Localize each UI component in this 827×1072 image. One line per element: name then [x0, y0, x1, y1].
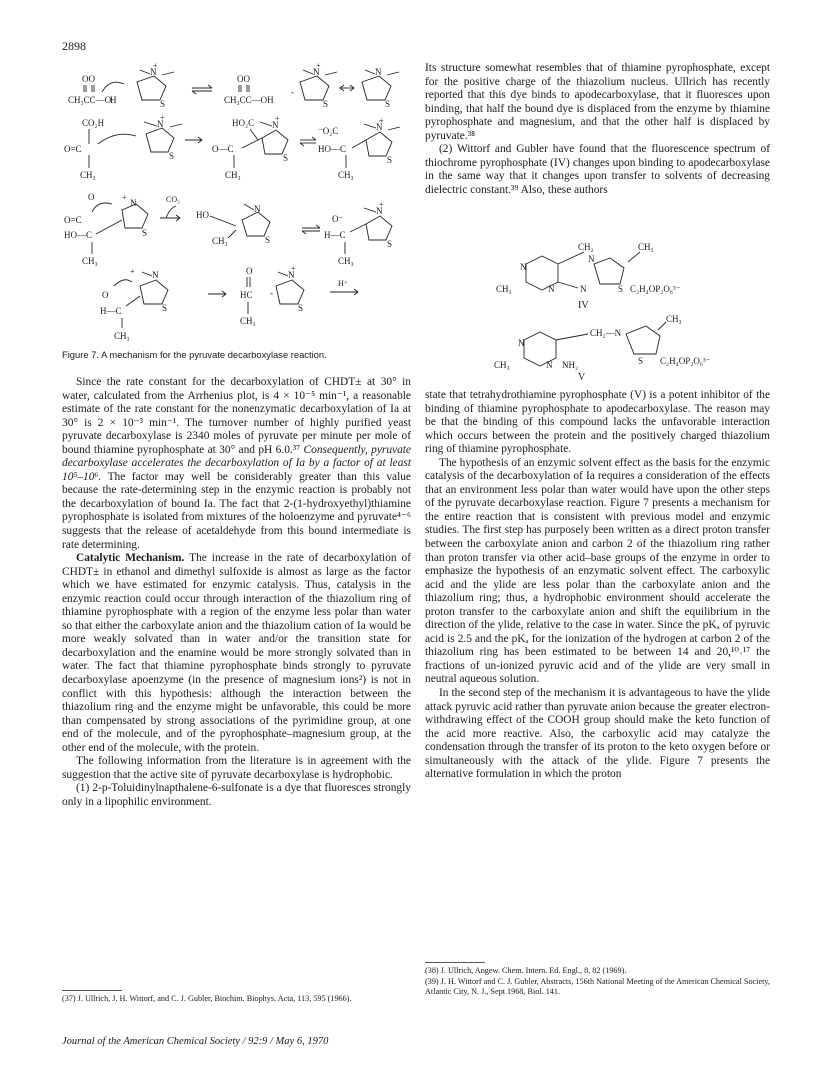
scheme-text: N — [254, 204, 261, 214]
structure-text: NH₂ — [562, 360, 579, 370]
paragraph: The following information from the literature is in agreement with the suggestion that the active site of pyruvate decarboxylase is hydrophobic. — [62, 755, 411, 781]
left-column — [62, 376, 411, 810]
scheme-text: OO — [237, 74, 250, 84]
footnote-rule — [62, 990, 122, 991]
scheme-text: S — [323, 99, 329, 109]
scheme-text: N — [376, 122, 383, 132]
scheme-text: N — [157, 119, 164, 129]
scheme-text: CH₃ — [80, 170, 96, 180]
scheme-text: N — [375, 67, 382, 77]
right-column-bottom — [425, 389, 770, 782]
scheme-text: HO—C — [318, 144, 347, 154]
scheme-text: O⁻ — [332, 214, 344, 224]
structure-label: IV — [578, 300, 589, 311]
scheme-text: S — [385, 99, 391, 109]
page-number: 2898 — [62, 39, 86, 53]
scheme-text: CH₃CC—OH — [224, 95, 274, 105]
scheme-row-4 — [100, 264, 358, 341]
scheme-text: CO₂ — [166, 195, 180, 204]
scheme-text: O — [88, 192, 95, 202]
scheme-text: H—C — [324, 230, 346, 240]
structure-iv — [496, 242, 681, 311]
footnote-rule — [425, 962, 485, 963]
structure-text: S — [638, 356, 644, 366]
paragraph — [62, 552, 411, 755]
structure-v — [494, 314, 711, 380]
scheme-text: + — [379, 200, 384, 209]
structure-text: C₂H₄OP₂O₆³⁻ — [630, 284, 681, 294]
scheme-text: N — [130, 198, 137, 208]
scheme-text: ⁻O₂C — [318, 126, 339, 136]
scheme-text: S — [298, 303, 304, 313]
scheme-text: S — [142, 228, 148, 238]
scheme-row-1 — [68, 61, 399, 109]
scheme-text: O — [246, 266, 253, 276]
scheme-text: S — [162, 303, 168, 313]
scheme-text: HO — [196, 210, 209, 220]
scheme-text: CH₃ — [114, 331, 130, 341]
structure-text: CH₃ — [496, 284, 512, 294]
scheme-text: HC — [240, 290, 253, 300]
scheme-text: N — [288, 270, 295, 280]
scheme-text: H — [110, 95, 117, 105]
structure-text: C₂H₄OP₂O₆³⁻ — [660, 356, 711, 366]
scheme-text: S — [283, 153, 289, 163]
figure-7-scheme — [62, 60, 412, 345]
paragraph: (2) Wittorf and Gubler have found that the fluorescence spectrum of thiochrome pyrophosphate (IV) changes upon binding to apodecarboxylase in the same way that it changes upon transfer to solvents of decreasing dielectric constant.³⁹ Also, these authors — [425, 143, 770, 196]
structure-text: N — [546, 360, 553, 370]
scheme-text: CO₂H — [82, 118, 105, 128]
scheme-text: + — [122, 193, 127, 202]
scheme-text: CH₃CC—O — [68, 95, 112, 105]
structure-text: S — [618, 284, 624, 294]
figure-caption: Figure 7. A mechanism for the pyruvate decarboxylase reaction. — [62, 349, 327, 360]
journal-footer: Journal of the American Chemical Society / 92:9 / May 6, 1970 — [62, 1036, 329, 1047]
structures-iv-v — [470, 240, 770, 380]
scheme-text: N — [313, 67, 320, 77]
structure-text: N — [548, 284, 555, 294]
paragraph-text: Since the rate constant for the decarboxylation of CHDT± at 30° in water, calculated from the Arrhenius plot, is 4 × 10⁻⁵ min⁻¹, a reasonable estimate of the rate constant for the nonenzymatic decarboxylation of Ia at 30° is 2 × 10⁻³ min⁻¹. The turnover number of highly purified yeast pyruvate decarboxylase is 2340 moles of pyruvate per minute per mole of bound thiamine pyrophosphate at 30° and pH 6.0.³⁷ — [62, 376, 411, 456]
right-column-top — [425, 62, 770, 197]
scheme-text: CH₃ — [240, 316, 256, 326]
scheme-text: H⁺ — [338, 279, 348, 288]
structure-text: CH₃ — [494, 360, 510, 370]
scheme-text: + — [160, 113, 165, 122]
scheme-text: CH₃ — [338, 256, 354, 266]
structure-text: CH₃ — [666, 314, 682, 324]
scheme-text: - — [291, 87, 294, 97]
scheme-text: - — [270, 288, 273, 298]
paragraph-text: The increase in the rate of decarboxylation of CHDT± in ethanol and dimethyl sulfoxide is almost as large as the factor which we have estimated for enzymic catalysis. Thus, catalysis in the enzymic reaction could occur through interaction of the thiazolium ring of thiamine pyrophosphate with a region of the enzyme less polar than water so that either the carboxylate anion and the thiazolium cation of Ia would be more weakly solvated than in water and/or the transition state for decarboxylation and the enamine would be more strongly solvated than in water. The fact that thiamine pyrophosphate binds strongly to pyruvate decarboxylase apoenzyme (in the presence of magnesium ions²) is not in conflict with this hypothesis: although the interaction between the thiazolium ring and the enzyme might be unfavorable, this could be more than compensated by strong associations of the pyrimidine group, at one end of the molecule, and of the pyrophosphate–magnesium group, at the other end of the molecule, with the protein. — [62, 552, 411, 754]
scheme-text: + — [130, 267, 135, 276]
scheme-text: CH₃ — [225, 170, 241, 180]
paragraph: In the second step of the mechanism it is advantageous to have the ylide attack pyruvic acid rather than pyruvate anion because the greater electron-withdrawing effect of the COOH group should make the keto function of the acid more reactive. Also, the carboxylic acid may catalyze the condensation through the transfer of its proton to the keto oxygen before or simultaneously with the attack of the ylide. Figure 7 presents the alternative formulation in which the proton — [425, 687, 770, 781]
structure-text: CH₂—N — [590, 328, 622, 338]
section-heading: Catalytic Mechanism. — [76, 552, 185, 565]
scheme-text: O — [102, 290, 109, 300]
paragraph: state that tetrahydrothiamine pyrophosphate (V) is a potent inhibitor of the binding of thiamine pyrophosphate to apodecarboxylase. The reason may be that the binding of this compound lacks the unfavorable interaction which occurs between the protein and the positively charged thiazolium ring of thiamine pyrophosphate. — [425, 389, 770, 456]
scheme-text: N — [150, 67, 157, 77]
scheme-text: CH₃ — [212, 236, 228, 246]
scheme-row-3 — [64, 192, 392, 266]
scheme-text: O=C — [64, 215, 82, 225]
paragraph: (1) 2-p-Toluidinylnapthalene-6-sulfonate is a dye that fluoresces strongly only in a lipophilic environment. — [62, 782, 411, 808]
scheme-text: CH₃ — [82, 256, 98, 266]
scheme-text: O—C — [212, 144, 234, 154]
footnote-38: (38) J. Ullrich, Angew. Chem. Intern. Ed. Engl., 8, 82 (1969). — [425, 966, 627, 975]
scheme-text: S — [387, 239, 393, 249]
scheme-text: + — [291, 264, 296, 273]
scheme-text: S — [160, 99, 166, 109]
scheme-text: N — [152, 270, 159, 280]
scheme-text: OO — [82, 74, 95, 84]
structure-text: CH₂ — [578, 242, 594, 252]
scheme-text: O=C — [64, 144, 82, 154]
scheme-text: H—C — [100, 306, 122, 316]
scheme-text: HO₂C — [232, 118, 255, 128]
scheme-text: HO—C — [64, 230, 93, 240]
footnote-37: (37) J. Ullrich, J. H. Wittorf, and C. J. Gubler, Biochim. Biophys. Acta, 113, 595 (1966). — [62, 994, 352, 1003]
scheme-text: + — [316, 61, 321, 70]
paragraph: The hypothesis of an enzymic solvent effect as the basis for the enzymic catalysis of the decarboxylation of Ia requires a consideration of the effects that an environment less polar than water would have upon the other steps of the pyruvate decarboxylase reaction. Figure 7 presents a mechanism for the entire reaction that is consistent with previous model and enzymic studies. The first step has purposely been written as a direct proton transfer between the carboxylate anion and carbon 2 of the thiazolium ring rather than proton transfer via other acid–base groups of the enzyme in order to emphasize the hypothesis of an enzymatic solvent effect. The carboxylic acid and the ylide are less polar than the carboxylate anion and the thiazolium ring; thus, a hydrophobic environment should accelerate the proton transfer to the carboxylate anion and shift the equilibrium in the direction of the ylide, relative to the case in water. Since the pKₐ of pyruvic acid is 2.5 and the pKₐ for the ionization of the hydrogen at carbon 2 of the thiazolium ring has been estimated to be between 14 and 20,¹⁰˒¹⁷ the fractions of un-ionized pyruvic acid and of the ylide are very small in neutral aqueous solution. — [425, 456, 770, 686]
structure-text: N — [520, 262, 527, 272]
scheme-text: S — [387, 155, 393, 165]
scheme-text: + — [153, 61, 158, 70]
structure-text: N — [588, 254, 595, 264]
paragraph — [62, 376, 411, 552]
scheme-text: + — [275, 114, 280, 123]
paragraph: Its structure somewhat resembles that of thiamine pyrophosphate, except for the positive charge of the thiazolium nucleus. Ullrich has recently reported that this dye binds to apodecarboxylase, that it fluoresces upon binding, that half the bound dye is displaced from the enzyme by thiamine pyrophosphate and magnesium, and that the other half is displaced by pyruvate.³⁸ — [425, 62, 770, 142]
scheme-row-2 — [64, 113, 400, 180]
scheme-text: CH₃ — [338, 170, 354, 180]
structure-text: CH₃ — [638, 242, 654, 252]
footnote-39: (39) J. H. Wittorf and C. J. Gubler, Abstracts, 156th National Meeting of the American Chemical Society, Atlantic City, N. J., Sept 1968, Biol. 141. — [425, 977, 770, 997]
scheme-text: N — [272, 120, 279, 130]
structure-text: N — [518, 338, 525, 348]
structure-label: V — [578, 372, 586, 380]
paragraph-italic: Consequently, pyruvate decarboxylase accelerates the decarboxylation of Ia by a factor of at least 10⁵–10⁶. — [62, 443, 411, 483]
structure-text: N — [580, 284, 587, 294]
scheme-text: S — [265, 235, 271, 245]
scheme-text: S — [169, 151, 175, 161]
scheme-text: N — [376, 206, 383, 216]
paragraph-text: The factor may well be considerably greater than this value because the rate-determining step in the enzymic reaction is probably not the decarboxylation of bound Ia. The fact that 2-(1-hydroxyethyl)thiamine pyrophosphate is isolated from mixtures of the holoenzyme and pyruvate⁴⁻⁶ suggests that the release of acetaldehyde from this bound intermediate is rate determining. — [62, 470, 411, 551]
scheme-text: + — [379, 116, 384, 125]
